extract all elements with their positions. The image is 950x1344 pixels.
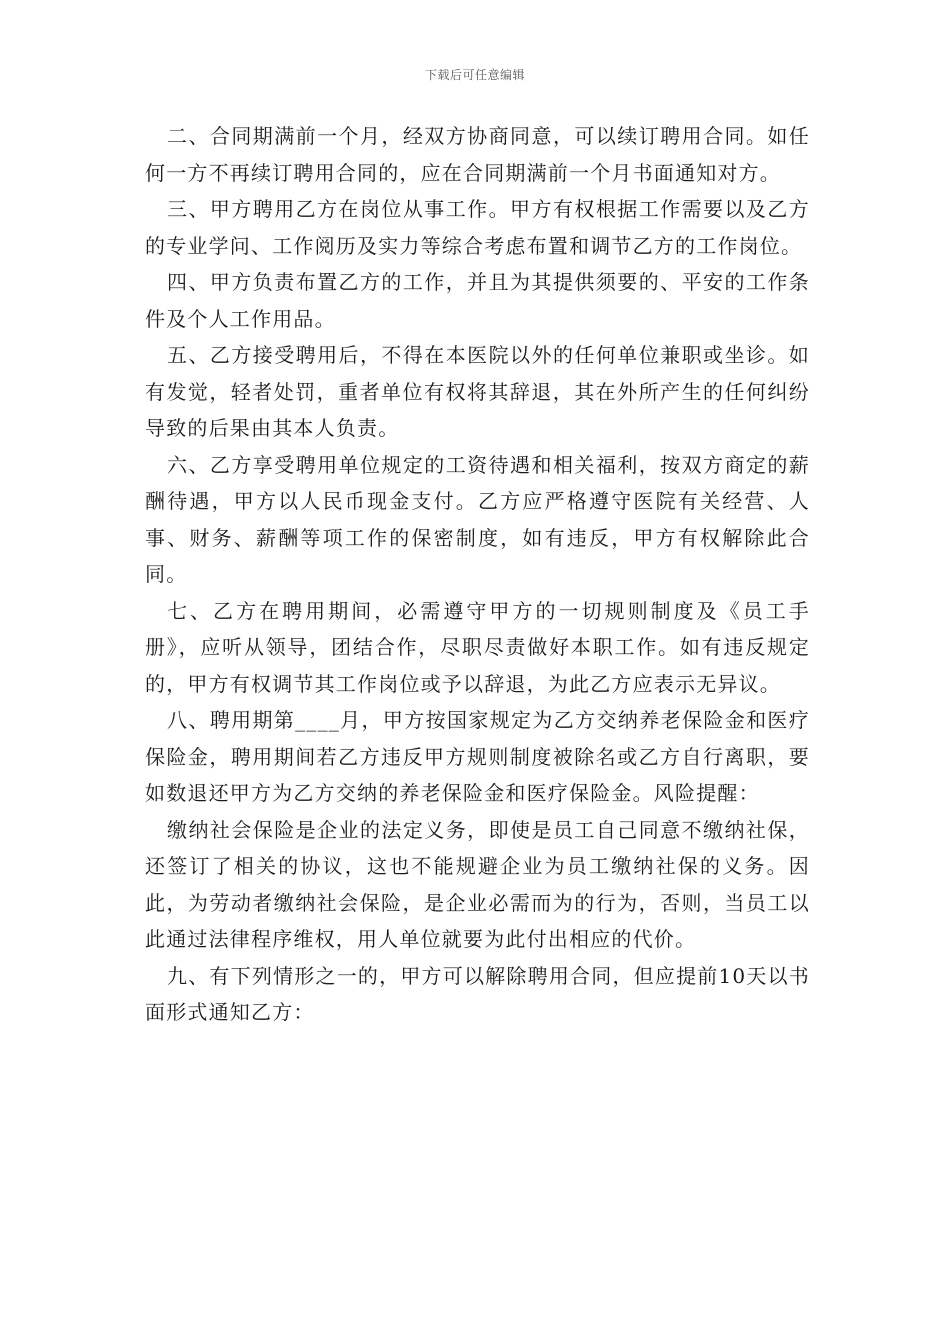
page-header-note: 下载后可任意编辑 [424,68,525,82]
clause-9: 九、有下列情形之一的，甲方可以解除聘用合同，但应提前10天以书面形式通知乙方： [145,963,810,1024]
contract-body [145,118,810,1031]
risk-reminder-paragraph: 缴纳社会保险是企业的法定义务，即使是员工自己同意不缴纳社保，还签订了相关的协议，这也不能规避企业为员工缴纳社保的义务。因此，为劳动者缴纳社会保险，是企业必需而为的行为，否则，当员工以此通过法律程序维权，用人单位就要为此付出相应的代价。 [145,817,810,951]
clause-4: 四、甲方负责布置乙方的工作，并且为其提供须要的、平安的工作条件及个人工作用品。 [145,270,810,331]
clause-5: 五、乙方接受聘用后，不得在本医院以外的任何单位兼职或坐诊。如有发觉，轻者处罚，重者单位有权将其辞退，其在外所产生的任何纠纷导致的后果由其本人负责。 [145,343,810,440]
clause-2: 二、合同期满前一个月，经双方协商同意，可以续订聘用合同。如任何一方不再续订聘用合同的，应在合同期满前一个月书面通知对方。 [145,124,810,185]
clause-6: 六、乙方享受聘用单位规定的工资待遇和相关福利，按双方商定的薪酬待遇，甲方以人民币现金支付。乙方应严格遵守医院有关经营、人事、财务、薪酬等项工作的保密制度，如有违反，甲方有权解除此合同。 [145,452,810,586]
clause-3: 三、甲方聘用乙方在岗位从事工作。甲方有权根据工作需要以及乙方的专业学问、工作阅历及实力等综合考虑布置和调节乙方的工作岗位。 [145,197,810,258]
clause-7: 七、乙方在聘用期间，必需遵守甲方的一切规则制度及《员工手册》，应听从领导，团结合作，尽职尽责做好本职工作。如有违反规定的，甲方有权调节其工作岗位或予以辞退，为此乙方应表示无异议。 [145,598,810,696]
clause-8: 八、聘用期第____月，甲方按国家规定为乙方交纳养老保险金和医疗保险金，聘用期间若乙方违反甲方规则制度被除名或乙方自行离职，要如数退还甲方为乙方交纳的养老保险金和医疗保险金。风险提醒： [145,708,810,805]
